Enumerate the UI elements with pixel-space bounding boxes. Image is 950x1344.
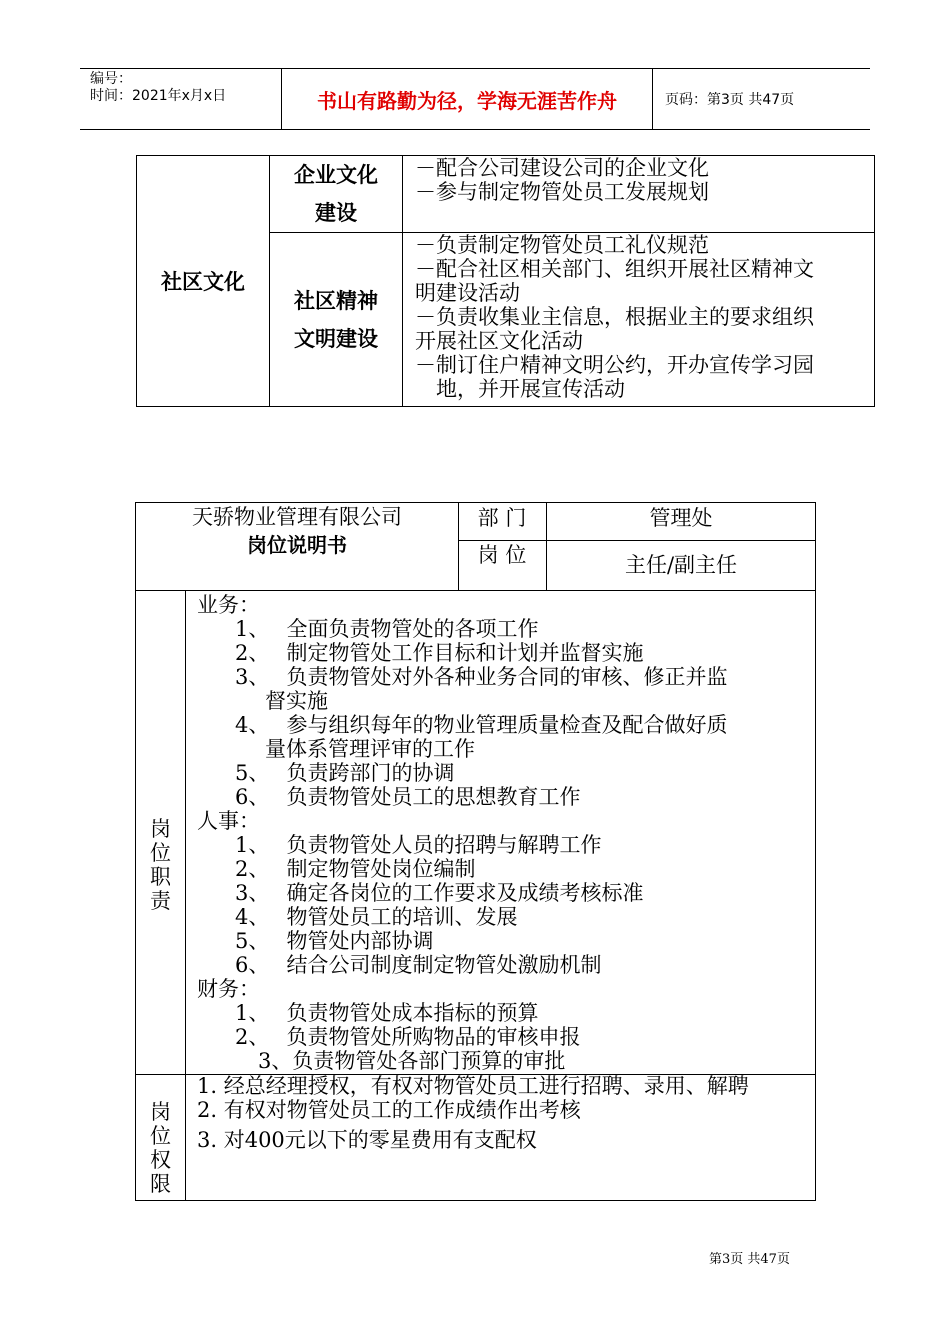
authority-item: 1. 经总经理授权，有权对物管处员工进行招聘、录用、解聘 [197,1074,749,1098]
community-culture-table [136,155,875,407]
description-line: 明建设活动 [415,281,520,305]
dept-label: 部 门 [477,506,527,530]
duty-item: 督实施 [265,689,328,713]
duty-item: 3、负责物管处各部门预算的审批 [258,1049,566,1073]
duty-item: 6、 负责物管处员工的思想教育工作 [235,785,581,809]
duty-item: 1、 负责物管处人员的招聘与解聘工作 [235,833,602,857]
description-line: －负责收集业主信息，根据业主的要求组织 [415,305,814,329]
duty-item: 6、 结合公司制度制定物管处激励机制 [235,953,602,977]
duty-item: 3、 确定各岗位的工作要求及成绩考核标准 [235,881,644,905]
authority-label-char: 岗 [150,1100,171,1124]
authority-item: 2. 有权对物管处员工的工作成绩作出考核 [197,1098,581,1122]
description-line: －配合公司建设公司的企业文化 [415,156,709,180]
category-label: 社区文化 [161,270,245,294]
doc-title: 岗位说明书 [247,533,347,557]
duty-item: 1、 全面负责物管处的各项工作 [235,617,539,641]
authority-label-char: 权 [150,1148,171,1172]
duty-item: 2、 制定物管处工作目标和计划并监督实施 [235,641,644,665]
duties-list [186,593,811,1073]
category-cell [137,156,270,407]
duty-item: 5、 物管处内部协调 [235,929,434,953]
subcategory-cell-1 [270,156,403,233]
header-motto: 书山有路勤为径，学海无涯苦作舟 [282,69,653,129]
duties-label-char: 位 [150,841,171,865]
job-description-table [135,502,816,1201]
page-header [80,68,870,130]
duty-item: 1、 负责物管处成本指标的预算 [235,1001,539,1025]
subcategory-line: 建设 [315,201,357,225]
description-line: 开展社区文化活动 [415,329,583,353]
duty-item: 3、 负责物管处对外各种业务合同的审核、修正并监 [235,665,728,689]
duty-item: 2、 制定物管处岗位编制 [235,857,476,881]
time-label: 时间：2021年x月x日 [90,88,227,104]
description-cell-2 [403,233,875,407]
footer-page: 第3页 共47页 [709,1252,790,1267]
authority-label-char: 限 [150,1172,171,1196]
duty-item: 5、 负责跨部门的协调 [235,761,455,785]
subcategory-line: 社区精神 [294,288,378,313]
divider [458,540,815,541]
duty-item: 量体系管理评审的工作 [265,737,475,761]
duty-item: 4、 参与组织每年的物业管理质量检查及配合做好质 [235,713,728,737]
header-meta [80,69,282,129]
duties-label [136,817,185,913]
duties-label-char: 责 [150,889,171,913]
company-name: 天骄物业管理有限公司 [192,505,402,529]
duty-section-heading: 业务： [197,593,260,617]
duty-section-heading: 财务： [197,977,260,1001]
duty-item: 2、 负责物管处所购物品的审核申报 [235,1025,581,1049]
description-line: 地，并开展宣传活动 [415,377,625,401]
description-cell-1 [403,156,875,233]
description-line: －参与制定物管处员工发展规划 [415,180,709,204]
authority-label [136,1100,185,1196]
duties-label-char: 岗 [150,817,171,841]
authority-item: 3. 对400元以下的零星费用有支配权 [197,1128,537,1152]
description-line: －负责制定物管处员工礼仪规范 [415,233,709,257]
divider [136,590,815,591]
number-label: 编号： [90,71,132,87]
duties-label-char: 职 [150,865,171,889]
subcategory-line: 企业文化 [294,163,378,187]
description-line: －配合社区相关部门、组织开展社区精神文 [415,257,814,281]
duty-item: 4、 物管处员工的培训、发展 [235,905,518,929]
duty-section-heading: 人事： [197,809,260,833]
subcategory-cell-2 [270,233,403,407]
header-page-label: 页码：第3页 共47页 [665,92,795,108]
authority-list [197,1074,815,1152]
description-line: －制订住户精神文明公约，开办宣传学习园 [415,353,814,377]
dept-value: 管理处 [649,506,713,530]
pos-value: 主任/副主任 [624,553,738,577]
authority-label-char: 位 [150,1124,171,1148]
subcategory-line: 文明建设 [294,326,378,351]
pos-label: 岗 位 [477,543,527,567]
